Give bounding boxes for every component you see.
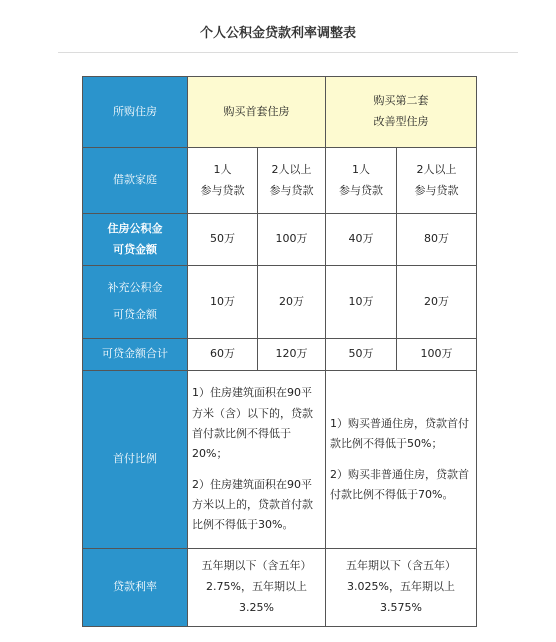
down-payment-rule: 2）购买非普通住房，贷款首付款比例不得低于70%。 bbox=[330, 467, 469, 501]
rate-value-line: 3.025%，五年期以上 bbox=[347, 580, 455, 594]
row-label-housing: 所购住房 bbox=[83, 77, 188, 148]
rate-first-home bbox=[188, 549, 326, 627]
supplement-amount: 10万 bbox=[326, 266, 397, 339]
header-second-home-line2: 改善型住房 bbox=[373, 115, 429, 128]
borrower-cell bbox=[397, 148, 477, 214]
down-payment-rule: 1）购买普通住房，贷款首付款比例不得低于50%； bbox=[330, 416, 469, 451]
total-amount: 120万 bbox=[258, 339, 326, 371]
header-second-home-line1: 购买第二套 bbox=[373, 94, 429, 108]
borrower-participation: 参与贷款 bbox=[339, 183, 383, 197]
row-label-fund-line1: 住房公积金 bbox=[107, 221, 163, 235]
supplement-amount: 10万 bbox=[188, 266, 258, 339]
fund-amount: 100万 bbox=[258, 214, 326, 266]
total-amount: 100万 bbox=[397, 339, 477, 371]
row-label-down-payment: 首付比例 bbox=[83, 371, 188, 549]
title-divider bbox=[58, 52, 518, 53]
borrower-count: 1人 bbox=[352, 162, 370, 176]
rate-value-line: 3.575% bbox=[380, 600, 422, 614]
borrower-participation: 参与贷款 bbox=[200, 183, 245, 197]
total-amount: 50万 bbox=[326, 339, 397, 371]
row-label-borrower: 借款家庭 bbox=[83, 148, 188, 214]
down-payment-first-home bbox=[188, 371, 326, 549]
loan-rate-table bbox=[82, 76, 477, 627]
supplement-amount: 20万 bbox=[397, 266, 477, 339]
table-row-housing bbox=[83, 77, 477, 148]
borrower-count: 1人 bbox=[213, 162, 232, 176]
row-label-supplement-line2: 可贷金额 bbox=[113, 308, 157, 321]
supplement-amount: 20万 bbox=[258, 266, 326, 339]
down-payment-rule: 1）住房建筑面积在90平方米（含）以下的，贷款首付款比例不得低于20%； bbox=[192, 386, 313, 461]
fund-amount: 80万 bbox=[397, 214, 477, 266]
row-label-fund bbox=[83, 214, 188, 266]
row-label-total: 可贷金额合计 bbox=[83, 339, 188, 371]
row-label-supplement-line1: 补充公积金 bbox=[107, 281, 163, 295]
rate-value-line: 2.75%，五年期以上 bbox=[206, 580, 307, 594]
table-row-total bbox=[83, 339, 477, 371]
header-first-home: 购买首套住房 bbox=[188, 77, 326, 148]
page-title: 个人公积金贷款利率调整表 bbox=[199, 26, 356, 41]
row-label-supplement bbox=[83, 266, 188, 339]
header-second-home bbox=[326, 77, 477, 148]
table-row-down-payment bbox=[83, 371, 477, 549]
rate-value-line: 3.25% bbox=[239, 600, 274, 614]
borrower-cell bbox=[326, 148, 397, 214]
table-row-borrower bbox=[83, 148, 477, 214]
borrower-count: 2人以上 bbox=[271, 162, 312, 176]
rate-second-home bbox=[326, 549, 477, 627]
total-amount: 60万 bbox=[188, 339, 258, 371]
row-label-fund-line2: 可贷金额 bbox=[113, 242, 157, 256]
table-row-rate bbox=[83, 549, 477, 627]
borrower-cell bbox=[188, 148, 258, 214]
borrower-count: 2人以上 bbox=[416, 162, 457, 176]
rate-term-line: 五年期以下（含五年） bbox=[346, 559, 456, 573]
fund-amount: 40万 bbox=[326, 214, 397, 266]
borrower-participation: 参与贷款 bbox=[414, 183, 459, 197]
borrower-participation: 参与贷款 bbox=[269, 183, 314, 197]
down-payment-second-home bbox=[326, 371, 477, 549]
rate-term-line: 五年期以下（含五年） bbox=[201, 559, 312, 573]
row-label-rate: 贷款利率 bbox=[83, 549, 188, 627]
table-row-supplement bbox=[83, 266, 477, 339]
down-payment-rule: 2）住房建筑面积在90平方米以上的，贷款首付款比例不得低于30%。 bbox=[192, 477, 313, 532]
borrower-cell bbox=[258, 148, 326, 214]
table-row-fund bbox=[83, 214, 477, 266]
fund-amount: 50万 bbox=[188, 214, 258, 266]
